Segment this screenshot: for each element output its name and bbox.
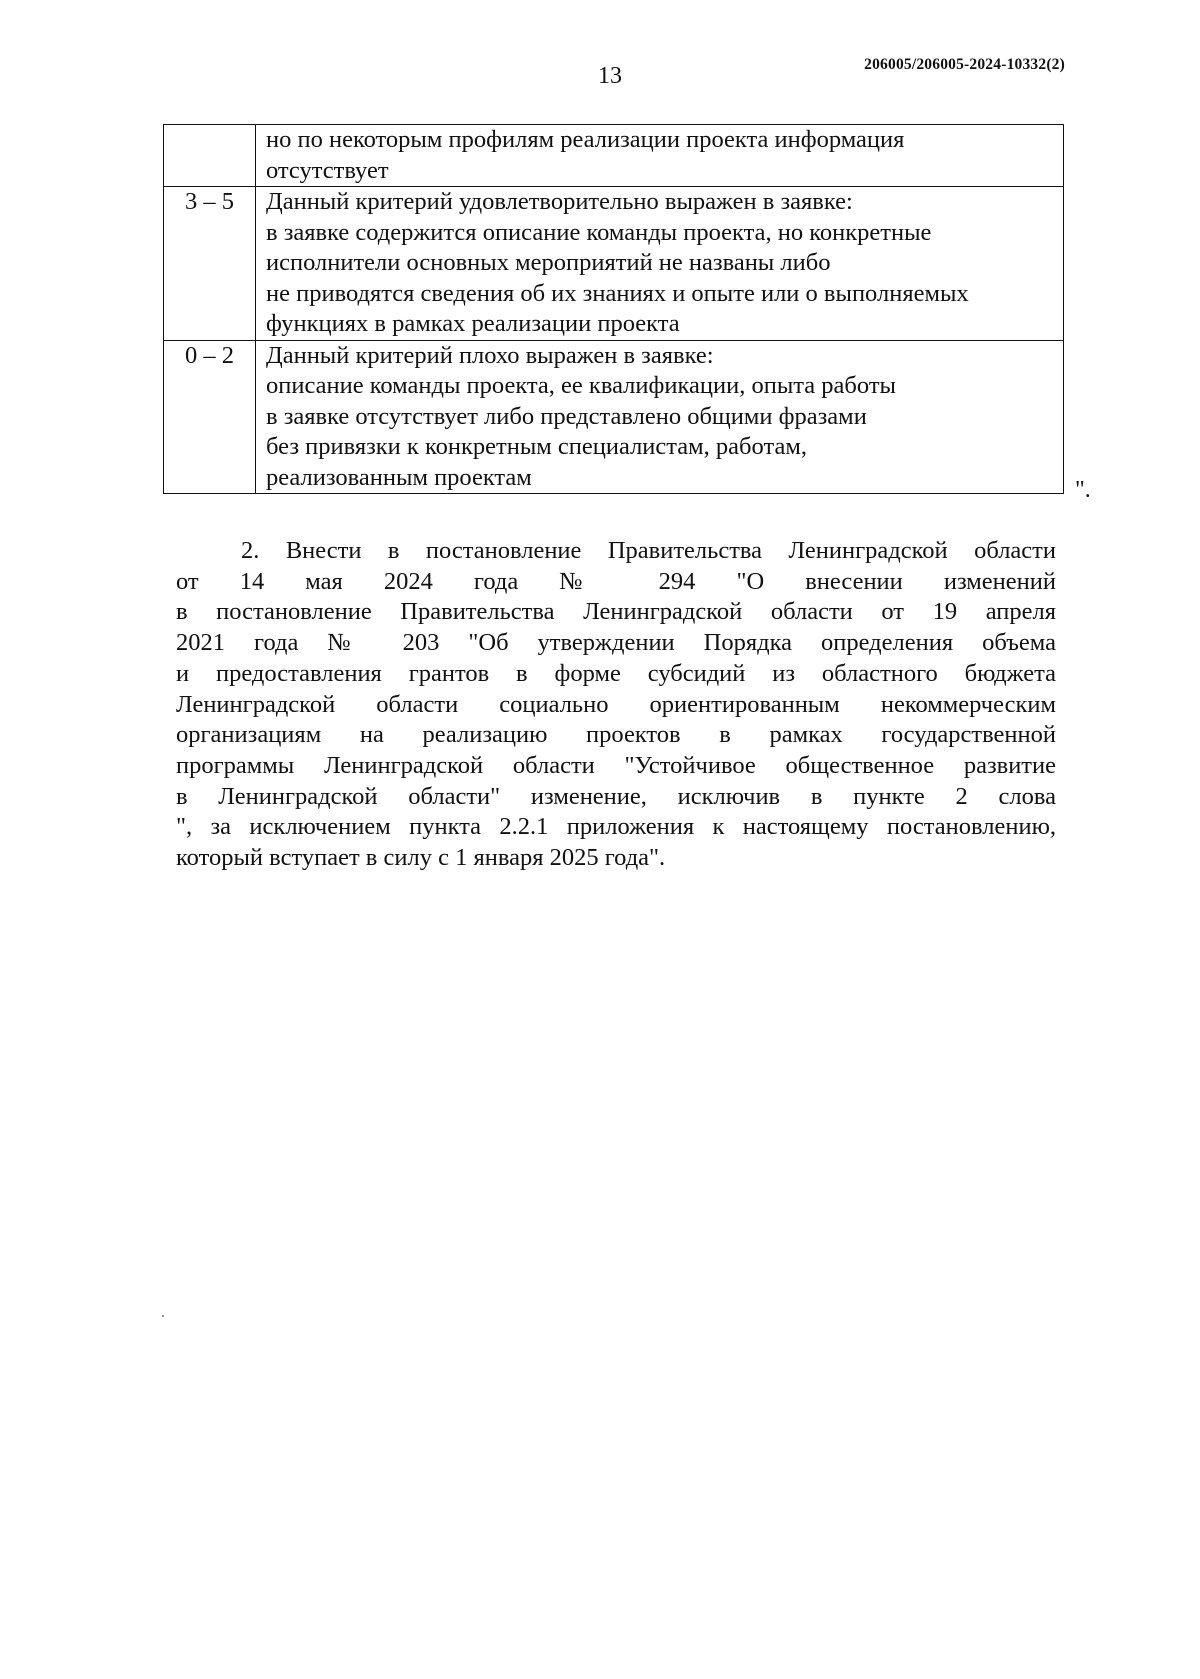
- score-cell: 3 – 5: [164, 187, 256, 341]
- description-line: Данный критерий плохо выражен в заявке:: [266, 341, 714, 369]
- paragraph-line: и предоставления грантов в форме субсидий из областного бюджета: [176, 659, 1056, 687]
- paragraph-line: 2. Внести в постановление Правительства Ленинградской области: [241, 537, 1056, 564]
- description-line: функциях в рамках реализации проекта: [266, 310, 680, 337]
- description-line: в заявке отсутствует либо представлено общими фразами: [266, 402, 867, 430]
- description-line: без привязки к конкретным специалистам, работам,: [266, 433, 807, 460]
- paragraph-line: Ленинградской области социально ориентированным некоммерческим: [176, 690, 1056, 718]
- paragraph-line: в Ленинградской области" изменение, исключив в пункте 2 слова: [176, 782, 1056, 810]
- document-id: 206005/206005-2024-10332(2): [864, 56, 1065, 73]
- description-cell: [256, 187, 1064, 341]
- description-line: но по некоторым профилям реализации проекта информация: [266, 126, 905, 153]
- table-row: [164, 125, 1064, 187]
- description-line: отсутствует: [266, 156, 389, 184]
- paragraph-line: 2021 года № 203 "Об утверждении Порядка определения объема: [176, 629, 1056, 657]
- description-cell: [256, 340, 1064, 494]
- table-row: [164, 340, 1064, 494]
- description-line: не приводятся сведения об их знаниях и опыте или о выполняемых: [266, 279, 969, 307]
- paragraph-line: программы Ленинградской области "Устойчивое общественное развитие: [176, 751, 1056, 779]
- description-line: реализованным проектам: [266, 463, 532, 491]
- paragraph-line: ", за исключением пункта 2.2.1 приложения к настоящему постановлению,: [176, 813, 1056, 841]
- table-row: [164, 187, 1064, 341]
- description-line: описание команды проекта, ее квалификации, опыта работы: [266, 372, 896, 399]
- paragraph-line: от 14 мая 2024 года № 294 "О внесении изменений: [176, 567, 1056, 595]
- amendment-paragraph: [176, 536, 1056, 874]
- page-number: 13: [598, 63, 622, 89]
- description-line: исполнители основных мероприятий не названы либо: [266, 249, 831, 276]
- paragraph-line: который вступает в силу с 1 января 2025 года".: [176, 844, 666, 872]
- score-cell: [164, 125, 256, 187]
- criteria-table: [163, 124, 1064, 494]
- description-line: Данный критерий удовлетворительно выражен в заявке:: [266, 188, 853, 215]
- paragraph-line: в постановление Правительства Ленинградской области от 19 апреля: [176, 598, 1056, 626]
- score-cell: 0 – 2: [164, 340, 256, 494]
- scan-speck: [162, 1315, 164, 1317]
- description-line: в заявке содержится описание команды проекта, но конкретные: [266, 218, 932, 246]
- description-cell: [256, 125, 1064, 187]
- paragraph-line: организациям на реализацию проектов в рамках государственной: [176, 721, 1056, 749]
- closing-quote-mark: ".: [1075, 477, 1091, 503]
